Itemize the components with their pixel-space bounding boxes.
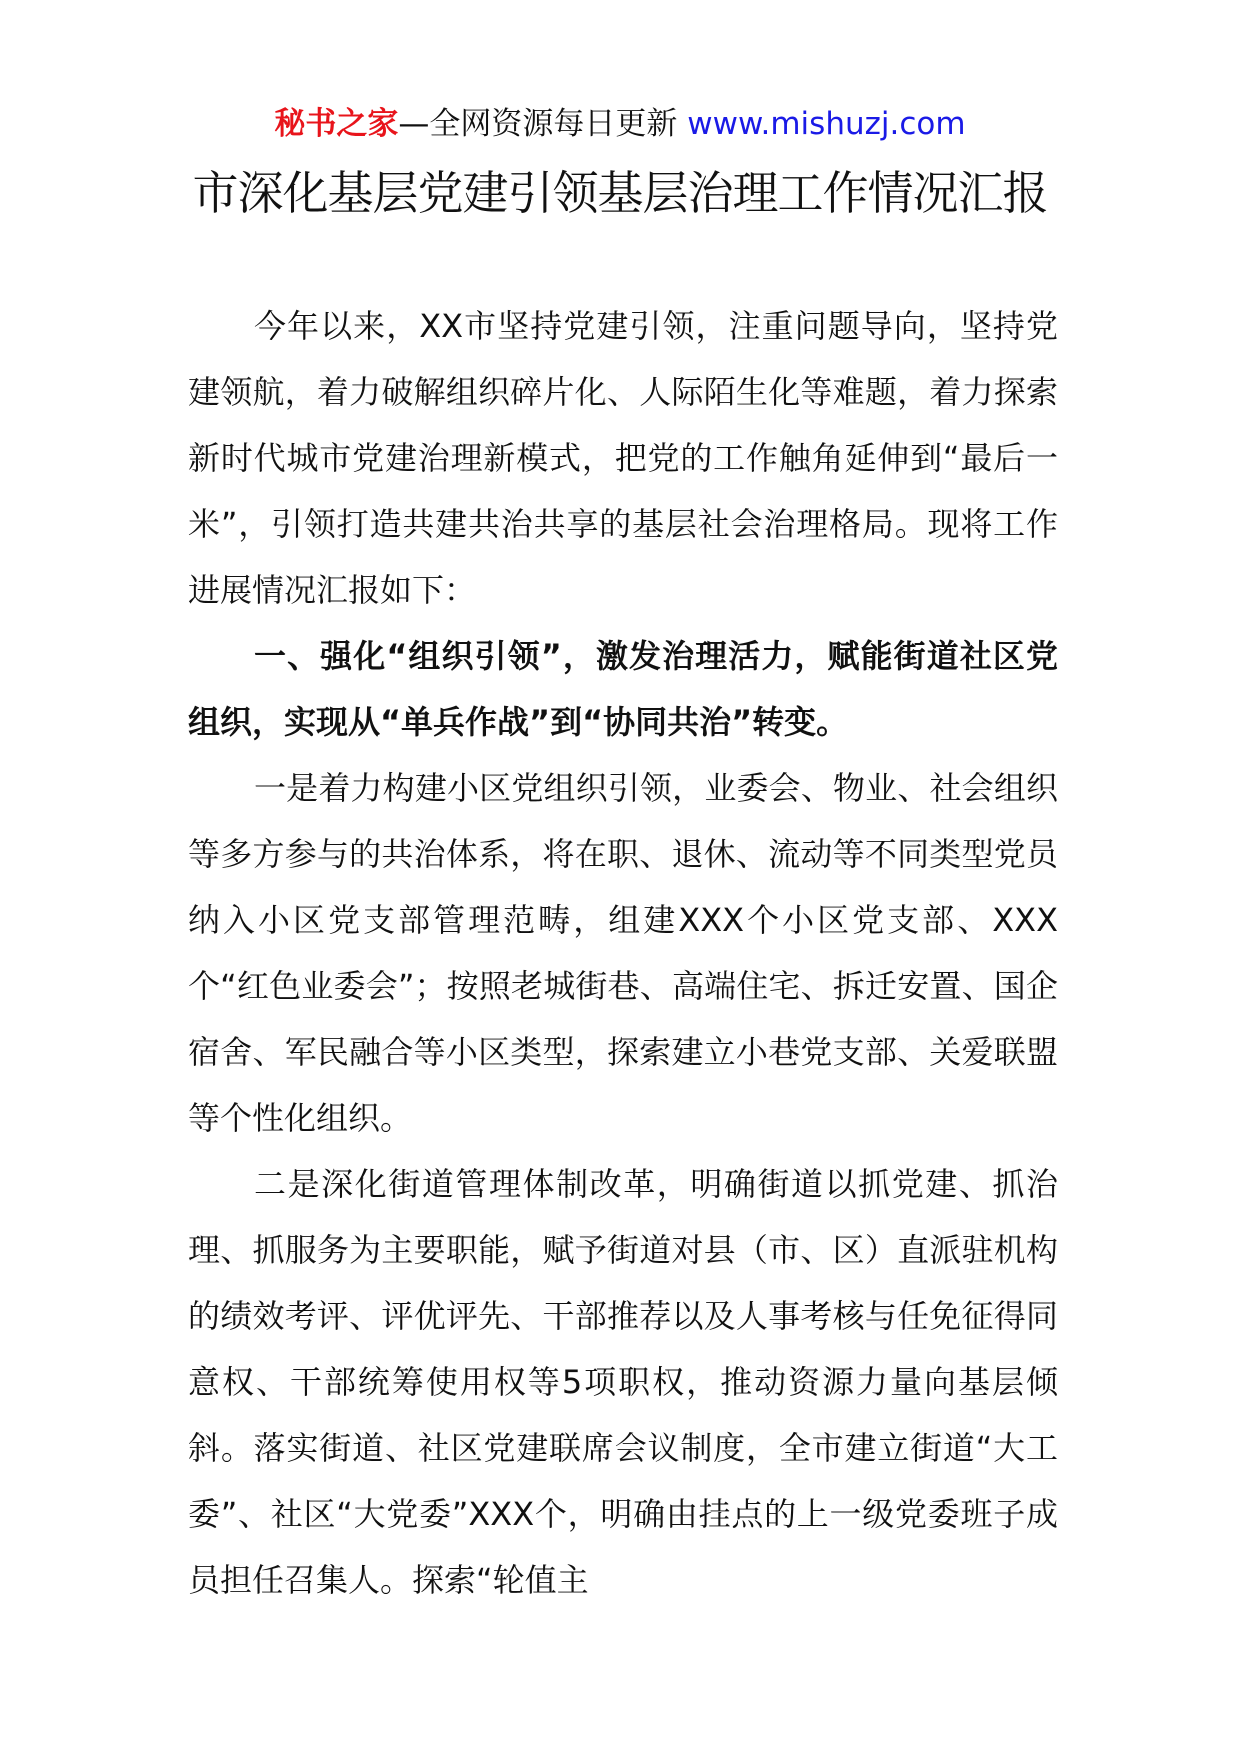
document-body (188, 293, 1058, 1613)
brand-name: 秘书之家 (274, 106, 399, 142)
paragraph-point-2: 二是深化街道管理体制改革，明确街道以抓党建、抓治理、抓服务为主要职能，赋予街道对县（市、区）直派驻机构的绩效考评、评优评先、干部推荐以及人事考核与任免征得同意权、干部统筹使用权等5项职权，推动资源力量向基层倾斜。落实街道、社区党建联席会议制度，全市建立街道“大工委”、社区“大党委”XXX个，明确由挂点的上一级党委班子成员担任召集人。探索“轮值主 (188, 1165, 1058, 1599)
source-header (0, 100, 1240, 148)
header-tagline: —全网资源每日更新 (398, 106, 688, 142)
site-url-link[interactable]: www.mishuzj.com (687, 106, 966, 142)
paragraph-point-1: 一是着力构建小区党组织引领，业委会、物业、社会组织等多方参与的共治体系，将在职、退休、流动等不同类型党员纳入小区党支部管理范畴，组建XXX个小区党支部、XXX个“红色业委会”；按照老城街巷、高端住宅、拆迁安置、国企宿舍、军民融合等小区类型，探索建立小巷党支部、关爱联盟等个性化组织。 (188, 769, 1058, 1137)
paragraph-intro: 今年以来，XX市坚持党建引领，注重问题导向，坚持党建领航，着力破解组织碎片化、人际陌生化等难题，着力探索新时代城市党建治理新模式，把党的工作触角延伸到“最后一米”，引领打造共建共治共享的基层社会治理格局。现将工作进展情况汇报如下： (188, 307, 1058, 609)
section-heading-1: 一、强化“组织引领”，激发治理活力，赋能街道社区党组织，实现从“单兵作战”到“协同共治”转变。 (188, 637, 1058, 741)
document-title: 市深化基层党建引领基层治理工作情况汇报 (192, 166, 1048, 220)
